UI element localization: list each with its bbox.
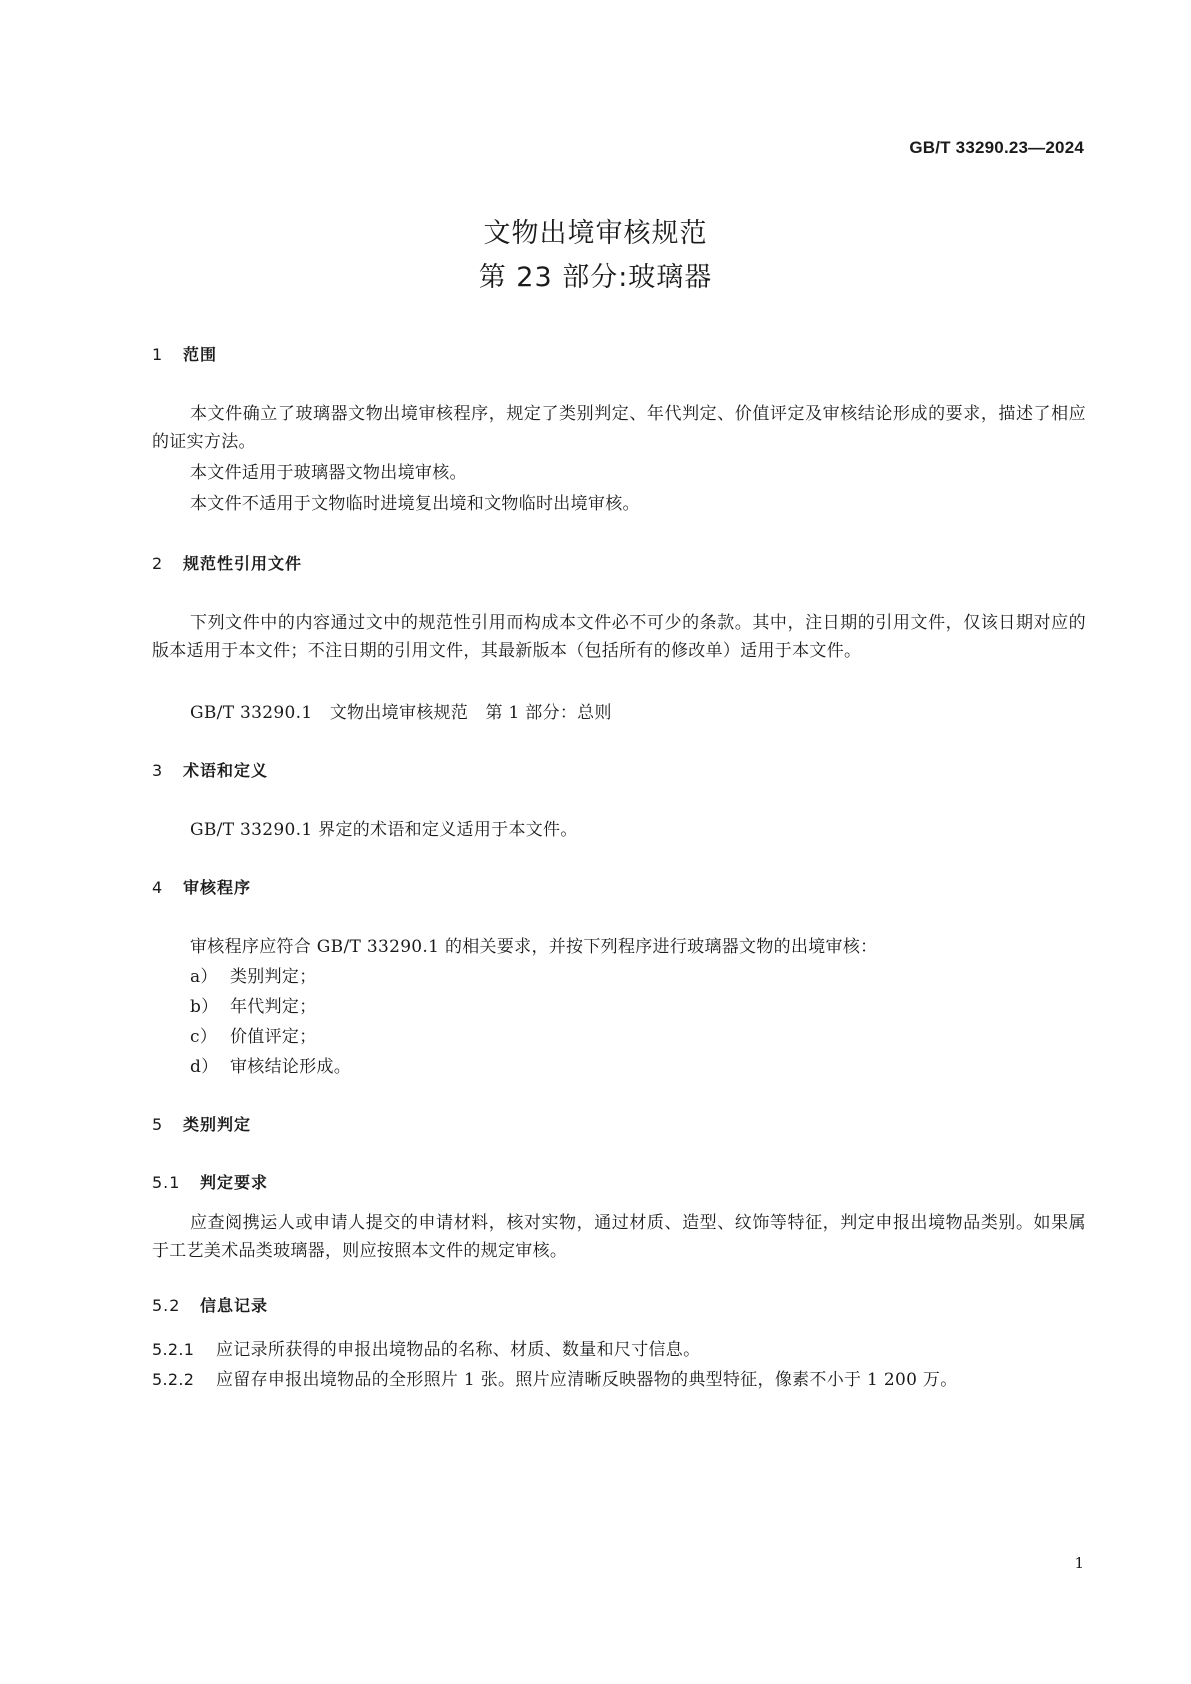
list-item-text: 审核结论形成。 [230, 1057, 352, 1077]
list-item [190, 992, 317, 1017]
subsection-5-2-heading [152, 1293, 268, 1316]
subsection-title: 判定要求 [200, 1173, 269, 1192]
list-marker: b） [190, 997, 219, 1017]
section-number: 2 [152, 554, 164, 573]
list-marker: c） [190, 1027, 218, 1047]
document-title: 文物出境审核规范 [483, 218, 708, 249]
section-2-heading [152, 551, 302, 574]
subsection-number: 5.1 [152, 1173, 181, 1192]
subsection-number: 5.2 [152, 1296, 181, 1315]
section-4-heading [152, 875, 251, 898]
list-item-text: 类别判定； [230, 967, 317, 987]
clause-text: 应留存申报出境物品的全形照片 1 张。照片应清晰反映器物的典型特征，像素不小于 1 200 万。 [216, 1370, 958, 1390]
section-title: 规范性引用文件 [183, 554, 303, 573]
list-item [190, 1022, 317, 1047]
section-1-paragraph-1: 本文件确立了玻璃器文物出境审核程序，规定了类别判定、年代判定、价值评定及审核结论形成的要求，描述了相应的证实方法。 [152, 404, 1086, 452]
section-1-paragraph-2: 本文件适用于玻璃器文物出境审核。 [190, 463, 467, 483]
section-title: 类别判定 [183, 1115, 252, 1134]
section-number: 1 [152, 345, 164, 364]
section-title: 术语和定义 [183, 761, 269, 780]
section-3-heading [152, 758, 268, 781]
section-number: 5 [152, 1115, 164, 1134]
section-5-heading [152, 1112, 251, 1135]
list-item [190, 1052, 351, 1077]
subsection-5-1-heading [152, 1170, 268, 1193]
page-number: 1 [1074, 1554, 1084, 1572]
section-2-paragraph-1: 下列文件中的内容通过文中的规范性引用而构成本文件必不可少的条款。其中，注日期的引用文件，仅该日期对应的版本适用于本文件；不注日期的引用文件，其最新版本（包括所有的修改单）适用于本文件。 [152, 613, 1086, 661]
section-3-paragraph-1: GB/T 33290.1 界定的术语和定义适用于本文件。 [190, 820, 578, 840]
list-item [190, 962, 317, 987]
clause-number: 5.2.1 [152, 1340, 195, 1359]
list-item-text: 年代判定； [230, 997, 317, 1017]
clause-5-2-1 [152, 1335, 700, 1360]
section-1-heading [152, 342, 217, 365]
section-number: 3 [152, 761, 164, 780]
section-number: 4 [152, 878, 164, 897]
list-marker: d） [190, 1057, 219, 1077]
section-1-paragraph-3: 本文件不适用于文物临时进境复出境和文物临时出境审核。 [190, 494, 640, 514]
clause-5-2-2 [152, 1365, 958, 1390]
list-item-text: 价值评定； [230, 1027, 317, 1047]
section-title: 范围 [183, 345, 218, 364]
subsection-title: 信息记录 [200, 1296, 269, 1315]
clause-text: 应记录所获得的申报出境物品的名称、材质、数量和尺寸信息。 [216, 1340, 701, 1360]
document-subtitle: 第 23 部分:玻璃器 [478, 262, 713, 293]
standard-code: GB/T 33290.23—2024 [909, 138, 1084, 157]
normative-reference: GB/T 33290.1 文物出境审核规范 第 1 部分：总则 [190, 703, 612, 723]
list-marker: a） [190, 967, 218, 987]
section-title: 审核程序 [183, 878, 252, 897]
section-4-paragraph-1: 审核程序应符合 GB/T 33290.1 的相关要求，并按下列程序进行玻璃器文物的出境审核： [190, 937, 878, 957]
clause-number: 5.2.2 [152, 1370, 195, 1389]
subsection-5-1-paragraph: 应查阅携运人或申请人提交的申请材料，核对实物，通过材质、造型、纹饰等特征，判定申报出境物品类别。如果属于工艺美术品类玻璃器，则应按照本文件的规定审核。 [152, 1213, 1086, 1261]
